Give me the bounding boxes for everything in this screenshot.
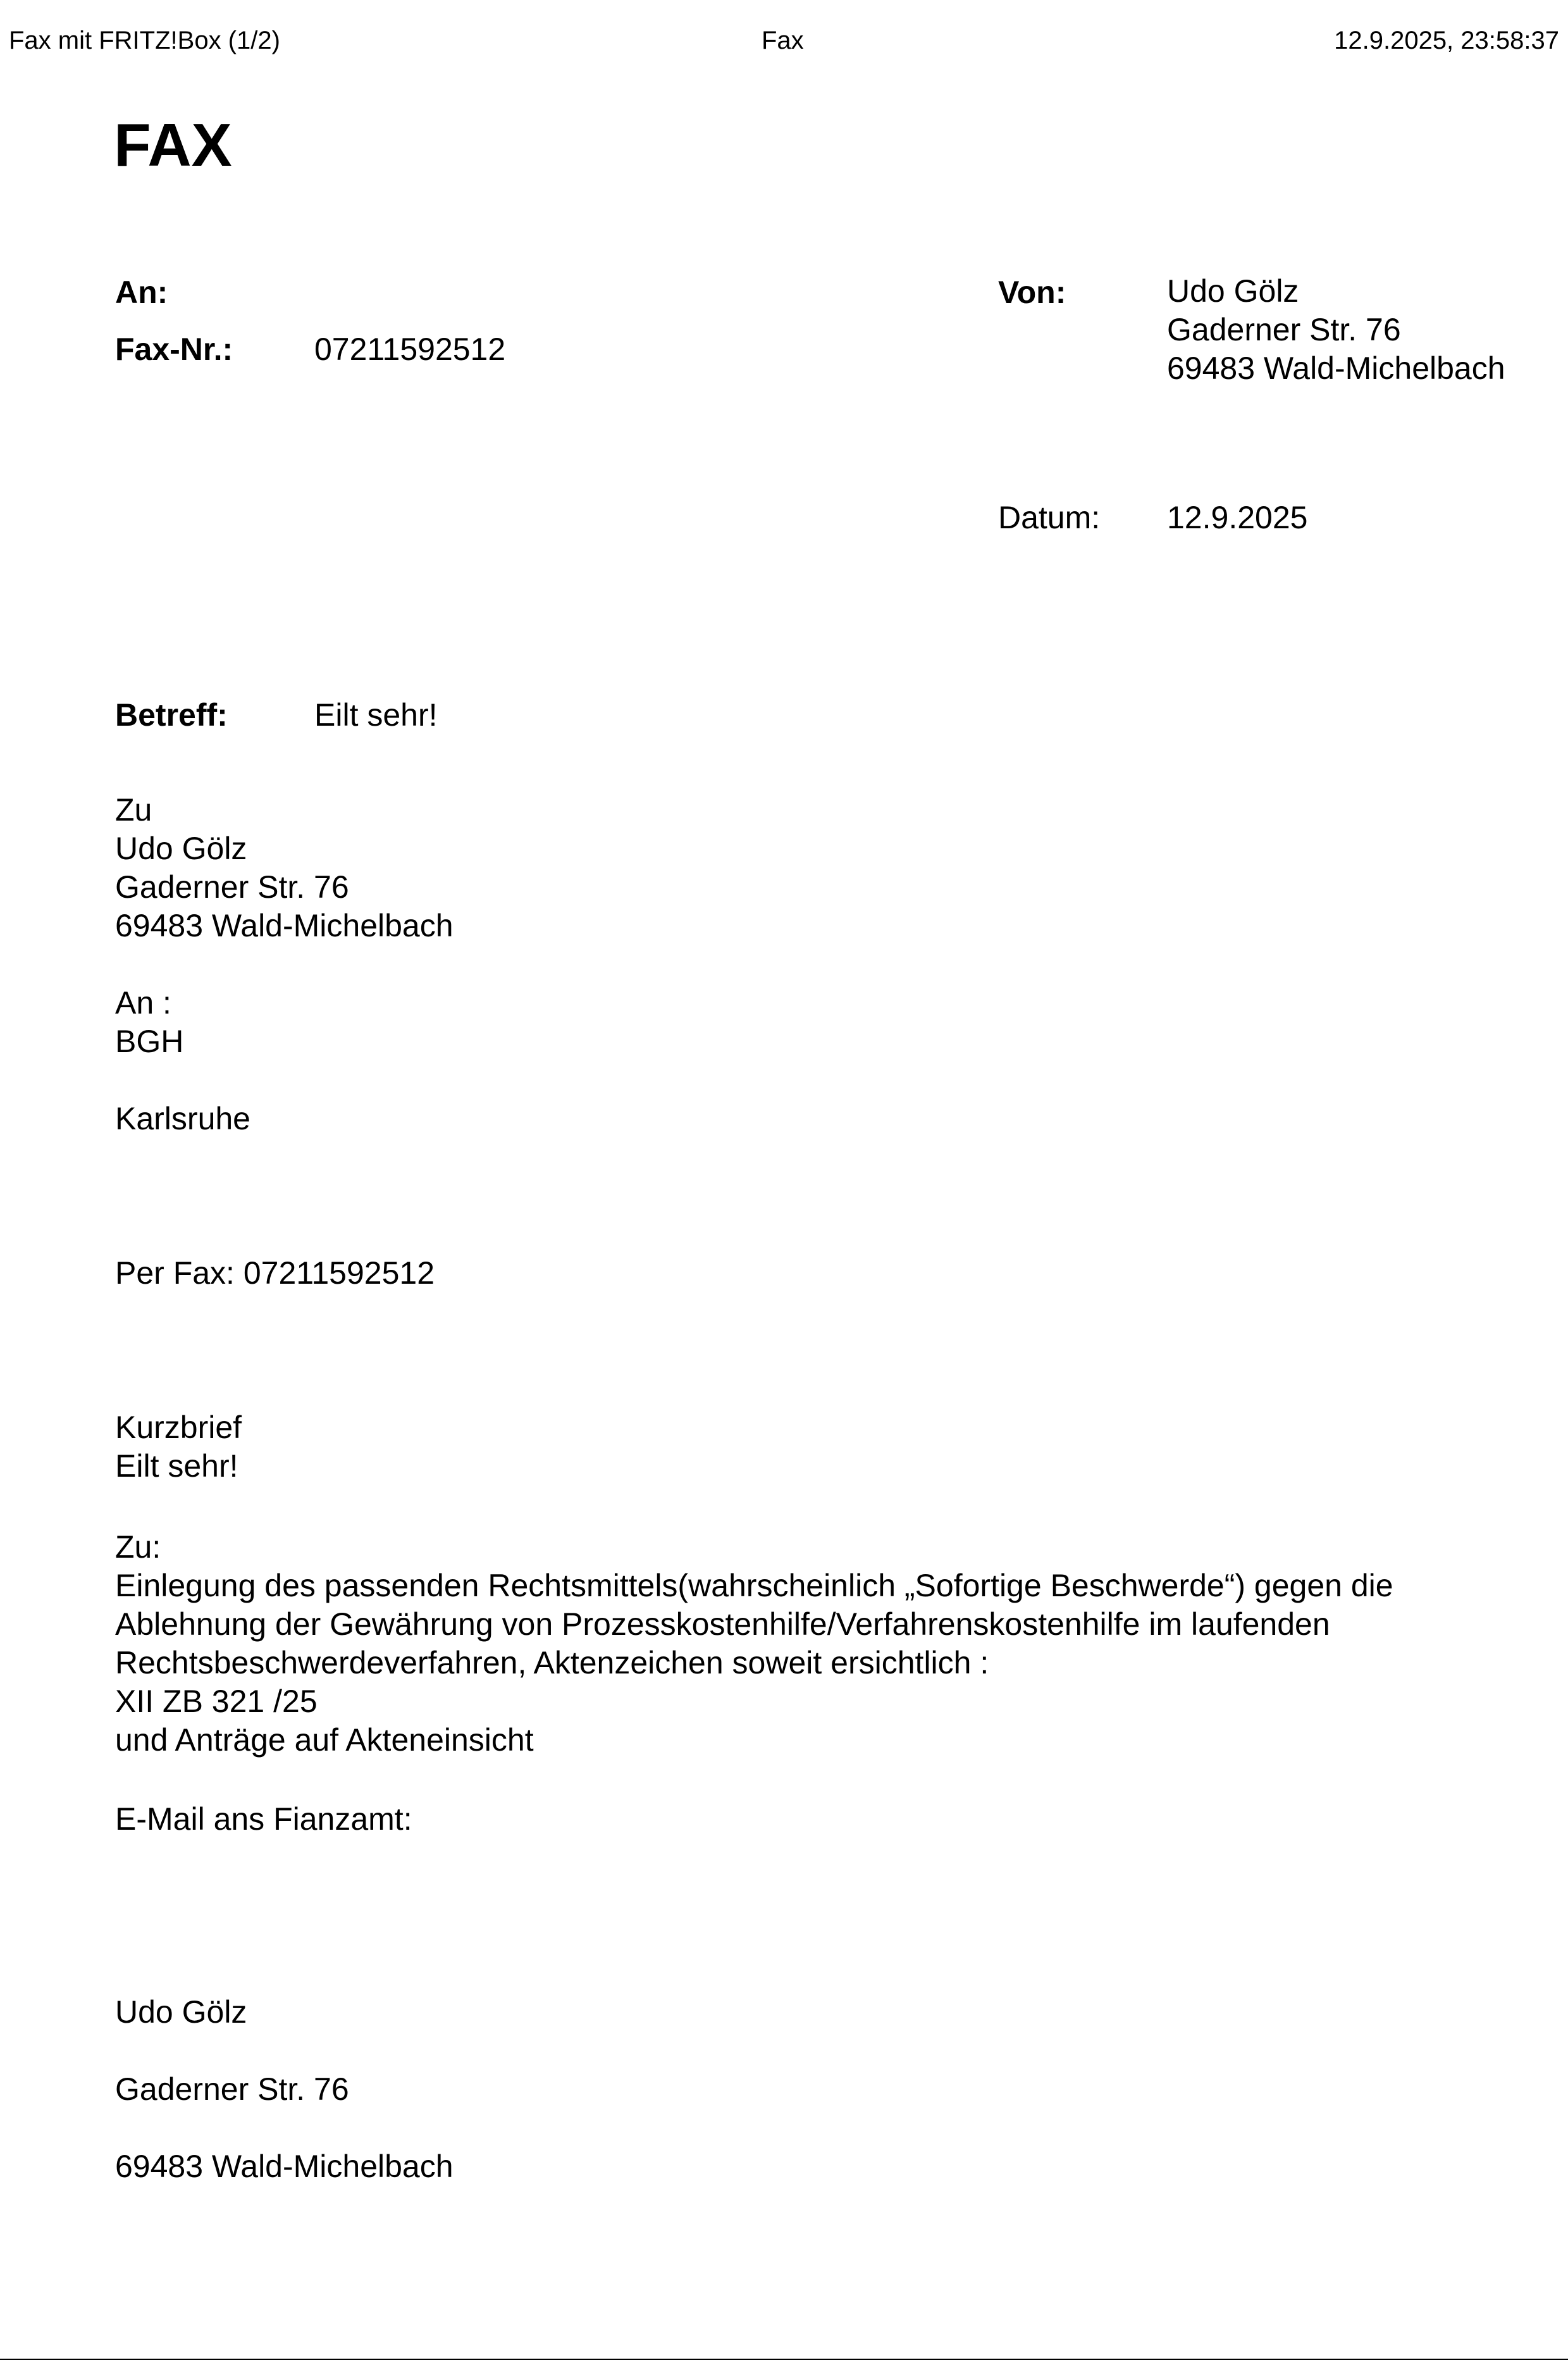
body-to-block [115, 984, 250, 1138]
fax-title: FAX [114, 111, 232, 179]
date-value: 12.9.2025 [1167, 500, 1308, 535]
zu-line: Einlegung des passenden Rechtsmittels(wahrscheinlich „Sofortige Beschwerde“) gegen die [115, 1568, 1393, 1603]
subject-value: Eilt sehr! [314, 697, 438, 733]
sender-city: 69483 Wald-Michelbach [1167, 351, 1505, 386]
zu-line: Zu: [115, 1529, 161, 1565]
signature-block [115, 1993, 454, 2186]
email-line [115, 1800, 412, 1839]
body-to-line: An : [115, 985, 171, 1021]
sender-address [1167, 272, 1505, 388]
kurzbrief-line: Kurzbrief [115, 1410, 242, 1445]
zu-line: Rechtsbeschwerdeverfahren, Aktenzeichen soweit ersichtlich : [115, 1645, 989, 1680]
body-from-block [115, 791, 454, 945]
subject-label: Betreff: [115, 697, 228, 733]
sender-street: Gaderner Str. 76 [1167, 312, 1401, 347]
body-from-line: Gaderner Str. 76 [115, 869, 349, 905]
fax-number-value: 07211592512 [314, 332, 506, 367]
date-label: Datum: [998, 500, 1101, 535]
zu-line: und Anträge auf Akteneinsicht [115, 1722, 534, 1758]
to-label: An: [115, 275, 168, 310]
body-from-line: 69483 Wald-Michelbach [115, 908, 454, 943]
body-to-line: BGH [115, 1024, 184, 1059]
body-from-line: Zu [115, 792, 152, 828]
signature-city: 69483 Wald-Michelbach [115, 2149, 454, 2184]
print-header-left: Fax mit FRITZ!Box (1/2) [9, 27, 280, 54]
zu-block [115, 1528, 1393, 1760]
fax-number-label: Fax-Nr.: [115, 332, 233, 367]
print-header-center: Fax [762, 27, 804, 54]
per-fax-line [115, 1254, 435, 1293]
from-label: Von: [998, 275, 1066, 310]
email-text: E-Mail ans Fianzamt: [115, 1801, 412, 1837]
signature-street: Gaderner Str. 76 [115, 2071, 349, 2107]
kurzbrief-line: Eilt sehr! [115, 1448, 238, 1484]
sender-name: Udo Gölz [1167, 273, 1299, 309]
zu-line: Ablehnung der Gewährung von Prozesskostenhilfe/Verfahrenskostenhilfe im laufenden [115, 1606, 1330, 1642]
per-fax-text: Per Fax: 07211592512 [115, 1255, 435, 1291]
zu-line: XII ZB 321 /25 [115, 1684, 318, 1719]
body-to-line: Karlsruhe [115, 1101, 250, 1136]
bottom-divider [0, 2359, 1568, 2360]
kurzbrief-block [115, 1408, 242, 1486]
signature-name: Udo Gölz [115, 1994, 247, 2030]
print-header-right: 12.9.2025, 23:58:37 [1334, 27, 1559, 54]
body-from-line: Udo Gölz [115, 831, 247, 866]
